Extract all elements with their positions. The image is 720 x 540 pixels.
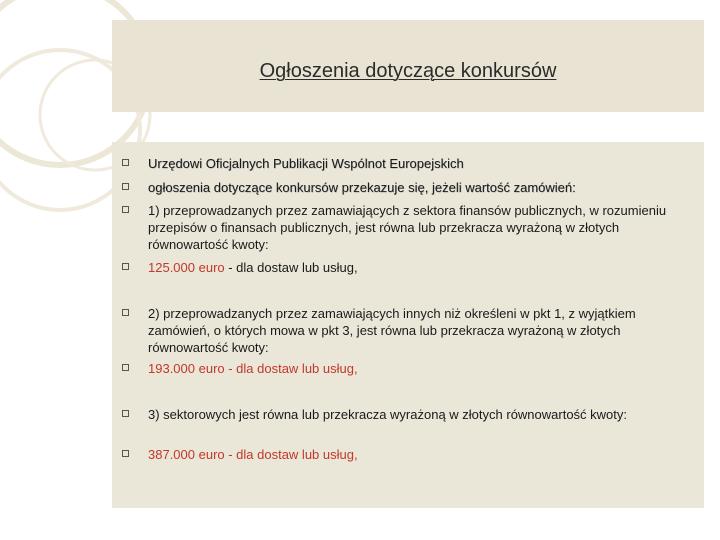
content-panel bbox=[112, 142, 704, 508]
item-text: ogłoszenia dotyczące konkursów przekazuje się, jeżeli wartość zamówień: bbox=[148, 180, 576, 195]
item-text: Urzędowi Oficjalnych Publikacji Wspólnot Europejskich bbox=[148, 156, 464, 171]
list-item bbox=[122, 179, 686, 196]
amount-line: 387.000 euro - dla dostaw lub usług, bbox=[148, 447, 358, 462]
amount-line: 193.000 euro - dla dostaw lub usług, bbox=[148, 361, 358, 376]
bullet-icon bbox=[122, 183, 129, 190]
item-amount-line bbox=[148, 259, 686, 276]
bullet-icon bbox=[122, 206, 129, 213]
bullet-icon bbox=[122, 450, 129, 457]
title-band bbox=[112, 20, 704, 112]
list-item bbox=[122, 446, 686, 463]
amount: 125.000 euro bbox=[148, 260, 225, 275]
amount-rest: - dla dostaw lub usług, bbox=[224, 260, 358, 275]
list-item bbox=[122, 155, 686, 172]
bullet-icon bbox=[122, 263, 129, 270]
bullet-icon bbox=[122, 364, 129, 371]
list-item bbox=[122, 305, 686, 356]
bullet-icon bbox=[122, 159, 129, 166]
page-title: Ogłoszenia dotyczące konkursów bbox=[259, 60, 557, 82]
list-item bbox=[122, 202, 686, 253]
list-item bbox=[122, 406, 686, 423]
item-text: 1) przeprowadzanych przez zamawiających z sektora finansów publicznych, w rozumieniu przepisów o finansach publicznych, jest równa lub przekracza wyrażoną w złotych równowartość kwoty: bbox=[148, 203, 667, 252]
item-text: 3) sektorowych jest równa lub przekracza wyrażoną w złotych równowartość kwoty: bbox=[148, 407, 628, 422]
bullet-icon bbox=[122, 309, 129, 316]
list-item bbox=[122, 360, 686, 377]
list-item bbox=[122, 259, 686, 276]
bullet-icon bbox=[122, 410, 129, 417]
item-text: 2) przeprowadzanych przez zamawiających innych niż określeni w pkt 1, z wyjątkiem zamówień, o których mowa w pkt 3, jest równa lub przekracza wyrażoną w złotych równowartość kwoty: bbox=[148, 306, 636, 355]
